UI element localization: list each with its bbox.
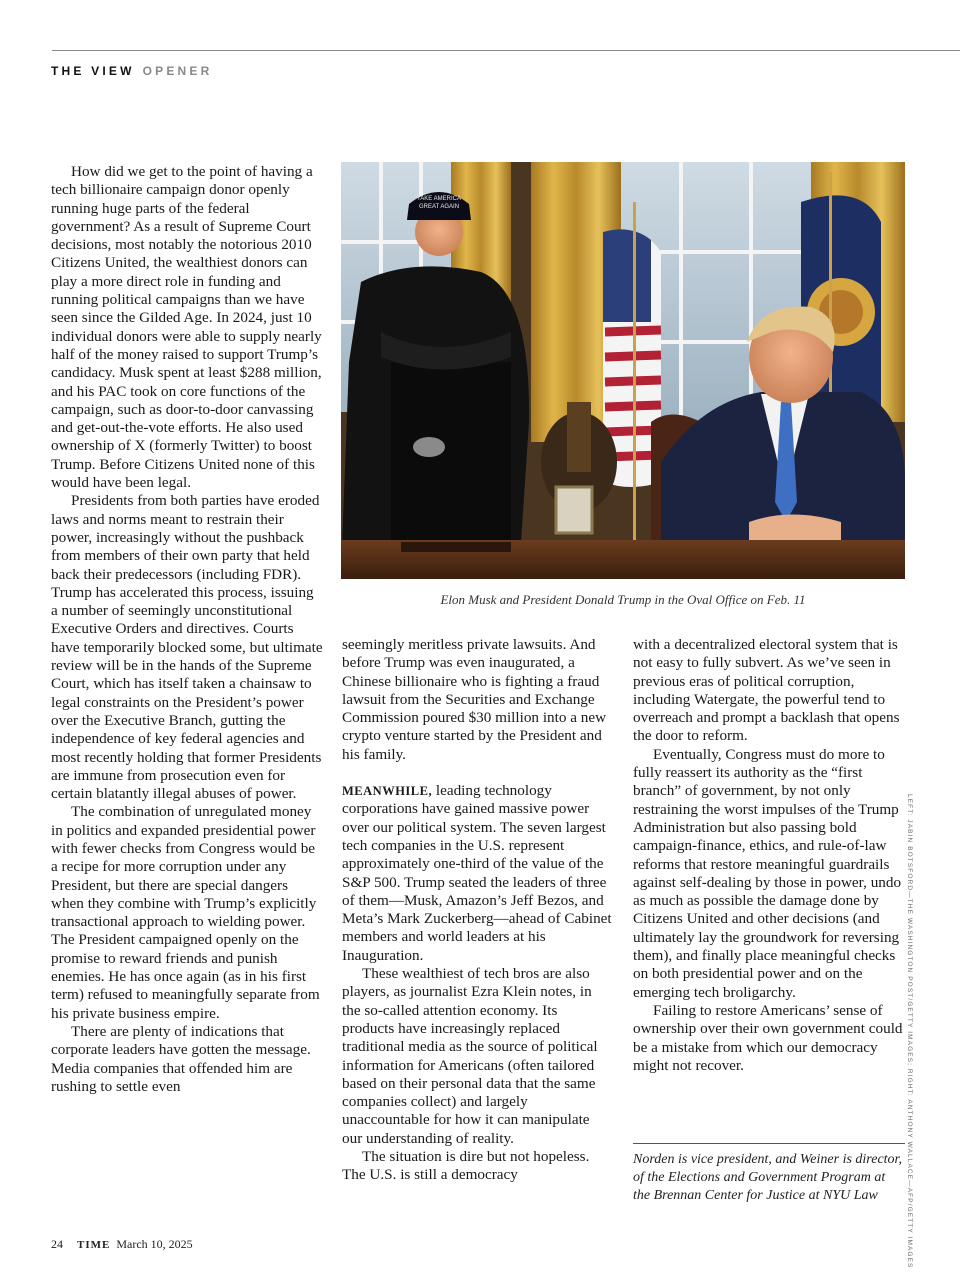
- page-number: 24: [51, 1237, 63, 1251]
- body-column-3: [633, 636, 905, 1075]
- bio-rule: [633, 1143, 905, 1144]
- magazine-name: TIME: [77, 1239, 111, 1251]
- page-footer: [51, 1237, 193, 1252]
- body-column-1: [51, 163, 323, 1096]
- author-bio: Norden is vice president, and Weiner is director, of the Elections and Government Program at the Brennan Center for Justice at NYU Law: [633, 1152, 902, 1203]
- paragraph: How did we get to the point of having a tech billionaire campaign donor openly running huge parts of the federal government? As a result of Supreme Court decisions, most notably the notorious 2010 Citizens United, the wealthiest donors can play a more direct role in funding and running political campaigns than we have seen since the Gilded Age. In 2024, just 10 individual donors were able to supply nearly half of the money raised to support Trump’s candidacy. Musk spent at least $288 million, and his PAC took on core functions of the campaign, such as door-to-door canvassing and get-out-the-vote efforts. He also used ownership of X (formerly Twitter) to boost Trump. Before Citizens United none of this would have been legal.: [51, 163, 322, 492]
- section-name: THE VIEW: [51, 64, 135, 78]
- paragraph: [342, 782, 612, 965]
- paragraph: There are plenty of indications that corporate leaders have gotten the message. Media companies that offended him are rushing to settle even: [51, 1022, 311, 1095]
- paragraph: The situation is dire but not hopeless. The U.S. is still a democracy: [342, 1148, 590, 1184]
- section-subname: OPENER: [142, 64, 213, 78]
- issue-date: March 10, 2025: [116, 1237, 193, 1251]
- paragraph: seemingly meritless private lawsuits. And before Trump was even inaugurated, a Chinese billionaire who is fighting a fraud lawsuit from the Securities and Exchange Commission poured $30 million into a new crypto venture started by the President and his family.: [342, 636, 607, 763]
- paragraph: Presidents from both parties have eroded laws and norms meant to restrain their power, increasingly without the pushback from members of their own party that held back their predecessors (including FDR). Trump has accelerated this process, issuing a number of seemingly unconstitutional Executive Orders and directives. Courts have temporarily blocked some, but ultimate review will be in the hands of the Supreme Court, which has itself taken a chainsaw to legal constraints on the President’s power over the Executive Branch, gutting the independence of key federal agencies and most recently holding that former Presidents are immune from prosecution even for certain blatantly illegal abuses of power.: [51, 492, 323, 803]
- paragraph: Eventually, Congress must do more to fully reassert its authority as the “first branch” of government, by not only restraining the worst impulses of the Trump Administration but also passing bold campaign-finance, ethics, and rule-of-law reforms that restore meaningful guardrails against self-dealing by those in power, undo as much as possible the damage done by Citizens United and other decisions (and ultimately lay the groundwork for reversing them), and finally place meaningful checks on both presidential power and on the emerging tech broligarchy.: [633, 745, 902, 1001]
- hat-text: TAKE AMERICA: [417, 196, 461, 202]
- hat-text: GREAT AGAIN: [418, 204, 460, 210]
- paragraph: These wealthiest of tech bros are also players, as journalist Ezra Klein notes, in the so-called attention economy. Its products have increasingly replaced traditional media as the source of political information for Americans (often tailored based on their personal data that the same companies collect) and largely unaccountable for how it can manipulate our understanding of reality.: [342, 965, 598, 1147]
- paragraph-text: leading technology corporations have gained massive power over our political system. The seven largest tech companies in the U.S. represent approximately one-third of the value of the S&P 500. Trump seated the leaders of three of them—Musk, Amazon’s Jeff Bezos, and Meta’s Mark Zuckerberg—ahead of Cabinet members and world leaders at his Inauguration.: [342, 782, 612, 964]
- picture-frame: [556, 487, 592, 533]
- section-lead-in: MEANWHILE,: [342, 784, 433, 799]
- section-label: [51, 64, 213, 78]
- paragraph: The combination of unregulated money in politics and expanded presidential power with fewer checks from Congress would be a recipe for more corruption under any President, but there are special dangers when they combine with Trump’s explicitly transactional approach to wielding power. The President campaigned openly on the promise to reward friends and punish enemies. He has once again (as in his first term) refused to meaningfully separate from his private business empire.: [51, 803, 320, 1022]
- photo-caption: Elon Musk and President Donald Trump in the Oval Office on Feb. 11: [440, 592, 806, 607]
- header-rule: [52, 50, 960, 51]
- photo-credit: LEFT: JABIN BOTSFORD—THE WASHINGTON POST/GETTY IMAGES; RIGHT: ANTHONY WALLACE—AFP/GETTY IMAGES: [906, 794, 913, 1269]
- body-column-2: [342, 636, 612, 1185]
- paragraph: Failing to restore Americans’ sense of ownership over their own government could be a mistake from which our democracy might not recover.: [633, 1001, 903, 1074]
- paragraph: with a decentralized electoral system that is not easy to fully subvert. As we’ve seen in previous eras of political corruption, including Watergate, the powerful tend to overreach and prompt a backlash that opens the door to reform.: [633, 636, 900, 745]
- desk-item: [401, 542, 511, 552]
- article-photo: [341, 162, 905, 579]
